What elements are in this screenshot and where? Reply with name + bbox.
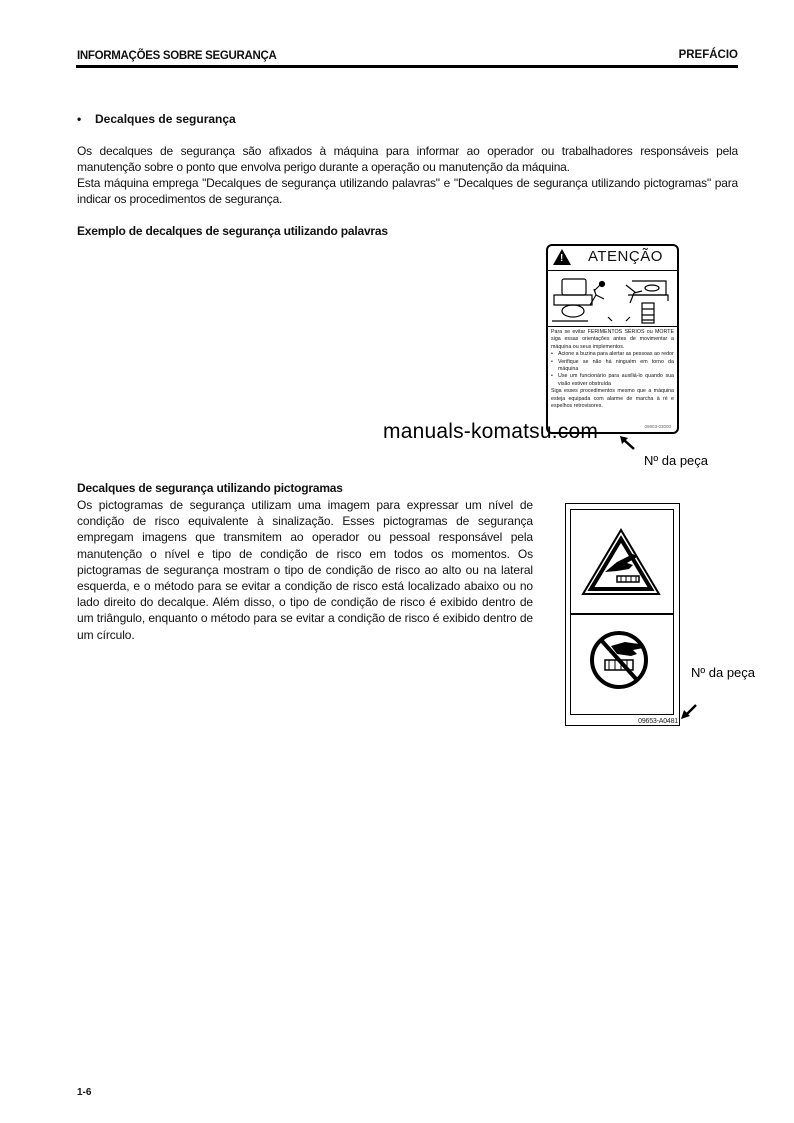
decal-header [548, 246, 677, 271]
decal-instructions [548, 327, 677, 412]
bullet-heading-text: Decalques de segurança [95, 112, 236, 126]
subtitle-pictogram-decals: Decalques de segurança utilizando pictogramas [77, 481, 343, 495]
no-hands-prohibition-circle-icon [571, 614, 672, 714]
decal-title: ATENÇÃO [588, 248, 663, 265]
bullet-icon: • [77, 112, 82, 126]
pictogram-safety-decal [565, 503, 680, 726]
hand-crush-warning-triangle-icon [571, 510, 672, 613]
part-number-label-text: Nº da peça [644, 453, 709, 468]
decal-part-code: 09803-03000 [644, 424, 671, 429]
part-number-label-text: Nº da peça [691, 665, 756, 680]
header-rule [76, 65, 738, 68]
decal-intro-text: Para se evitar FERIMENTOS SÉRIOS ou MORTE siga essas orientações antes de movimentar a máquina ou seus implementos. [551, 329, 674, 350]
decal-item: • Acione a buzina para alertar as pessoas ao redor [551, 351, 674, 358]
decal-footer-text: Siga esses procedimentos mesmo que a máquina esteja equipada com alarme de marcha à ré e espelhos retrovisores. [551, 388, 674, 410]
pointer-arrow-icon [618, 434, 638, 452]
bullet-heading [77, 112, 236, 126]
part-number-label [691, 664, 755, 681]
paragraph-pictograms: Os pictogramas de segurança utilizam uma imagem para expressar um nível de condição de risco equivalente à sinalização. Esses pictogramas de segurança empregam imagens que transmitem ao operador ou pessoal responsável pela manutenção o nível e tipo de condição de risco em todos os momentos. Os pictogramas de segurança mostram o tipo de condição de risco ao alto ou na lateral esquerda, e o método para se evitar a condição de risco está localizado abaixo ou no lado direito do decalque. Além disso, o tipo de condição de risco é exibido dentro de um triângulo, enquanto o método para se evitar a condição de risco é exibido dentro de um círculo. [77, 498, 533, 642]
watermark: manuals-komatsu.com [383, 420, 599, 443]
header-chapter: PREFÁCIO [678, 49, 738, 61]
paragraph-decal-types: Esta máquina emprega "Decalques de segurança utilizando palavras" e "Decalques de segurança utilizando pictogramas" para indicar os procedimentos de segurança. [77, 176, 738, 206]
part-number-label [644, 452, 708, 469]
exclamation-icon: ! [560, 253, 564, 264]
decal-item: • Verifique se não há ninguém em torno da máquina [551, 359, 674, 374]
word-safety-decal [546, 244, 679, 434]
paragraph-intro: Os decalques de segurança são afixados à máquina para informar ao operador ou trabalhadores responsáveis pela manutenção sobre o ponto que envolva perigo durante a operação ou manutenção da máquina. [77, 144, 738, 174]
decal-illustrations [548, 271, 677, 327]
header-section-title: INFORMAÇÕES SOBRE SEGURANÇA [77, 49, 277, 63]
machine-hazard-illustration-icon [548, 271, 677, 326]
subtitle-word-decals: Exemplo de decalques de segurança utilizando palavras [77, 224, 388, 238]
decal-part-code: 09653-A0481 [638, 718, 678, 725]
page-number: 1-6 [77, 1087, 92, 1098]
pointer-arrow-icon [680, 703, 698, 721]
decal-item: • Use um funcionário para auxiliá-lo quando sua visão estiver obstruída [551, 373, 674, 388]
